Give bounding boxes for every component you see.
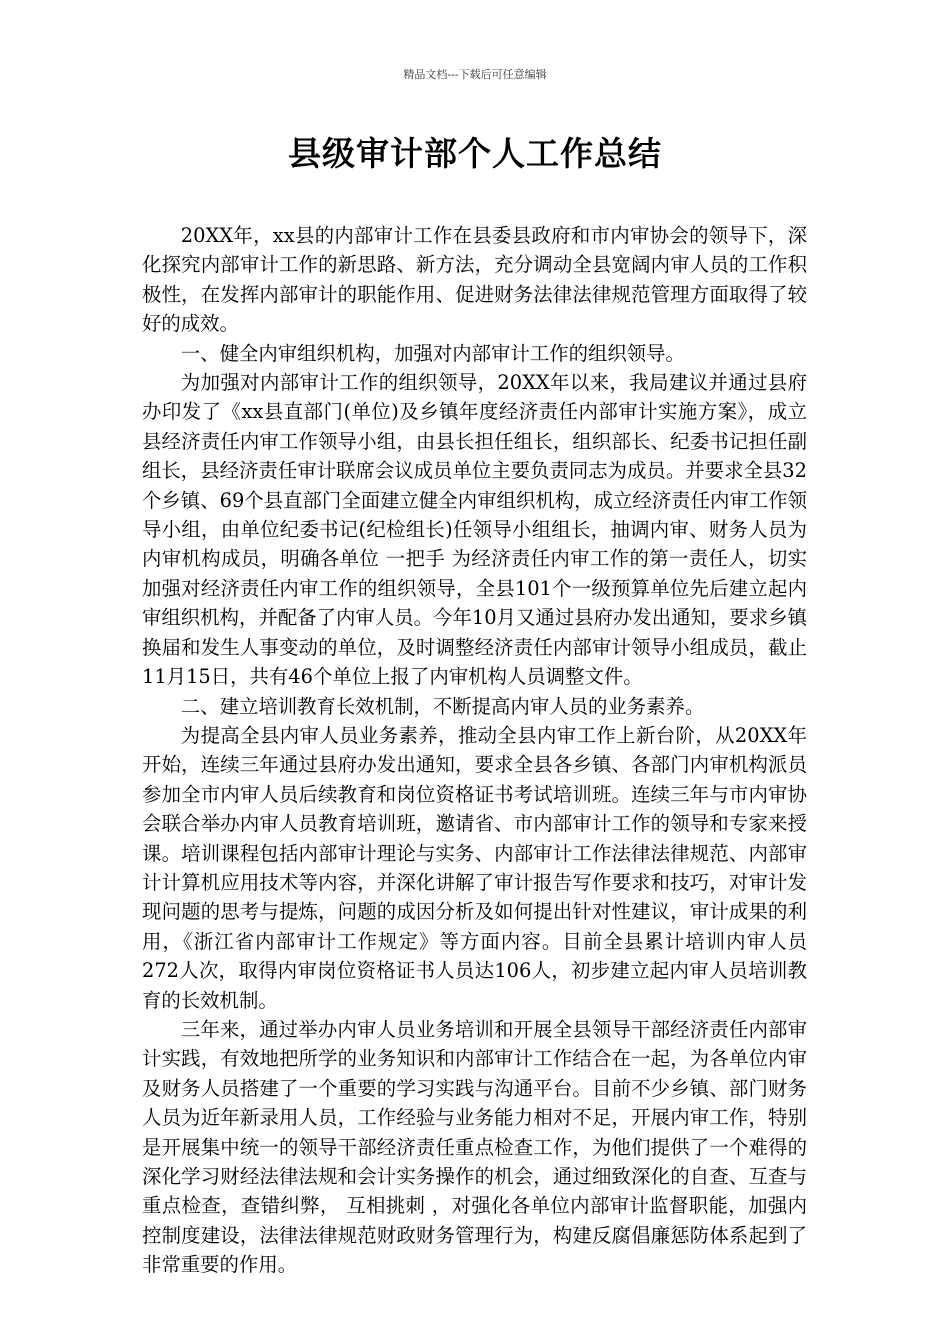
paragraph-section-2: 为提高全县内审人员业务素养，推动全县内审工作上新台阶，从20XX年开始，连续三年通过县府办发出通知，要求全县各乡镇、各部门内审机构派员参加全市内审人员后续教育和岗位资格证书考试培训班。连续三年与市内审协会联合举办内审人员教育培训班，邀请省、市内部审计工作的领导和专家来授课。培训课程包括内部审计理论与实务、内部审计工作法律法律规范、内部审计计算机应用技术等内容，并深化讲解了审计报告写作要求和技巧，对审计发现问题的思考与提炼，问题的成因分析及如何提出针对性建议，审计成果的利用，《浙江省内部审计工作规定》等方面内容。目前全县累计培训内审人员272人次，取得内审岗位资格证书人员达106人，初步建立起内审人员培训教育的长效机制。 — [142, 723, 807, 1012]
paragraph-section-1: 为加强对内部审计工作的组织领导，20XX年以来，我局建议并通过县府办印发了《xx县直部门(单位)及乡镇年度经济责任内部审计实施方案》，成立县经济责任内审工作领导小组，由县长担任组长，组织部长、纪委书记担任副组长，县经济责任审计联席会议成员单位主要负责同志为成员。并要求全县32个乡镇、69个县直部门全面建立健全内审组织机构，成立经济责任内审工作领导小组，由单位纪委书记(纪检组长)任领导小组组长，抽调内审、财务人员为内审机构成员，明确各单位 一把手 为经济责任内审工作的第一责任人，切实加强对经济责任内审工作的组织领导，全县101个一级预算单位先后建立起内审组织机构，并配备了内审人员。今年10月又通过县府办发出通知，要求乡镇换届和发生人事变动的单位，及时调整经济责任内部审计领导小组成员，截止11月15日，共有46个单位上报了内审机构人员调整文件。 — [142, 371, 807, 689]
section-heading-2: 二、建立培训教育长效机制，不断提高内审人员的业务素养。 — [180, 694, 705, 718]
paragraph-intro: 20XX年，xx县的内部审计工作在县委县政府和市内审协会的领导下，深化探究内部审计工作的新思路、新方法，充分调动全县宽阔内审人员的工作积极性，在发挥内部审计的职能作用、促进财务法律法律规范管理方面取得了较好的成效。 — [142, 224, 807, 336]
header-note: 精品文档---下载后可任意编辑 — [403, 68, 547, 81]
paragraph-section-2-cont: 三年来，通过举办内审人员业务培训和开展全县领导干部经济责任内部审计实践，有效地把所学的业务知识和内部审计工作结合在一起，为各单位内审及财务人员搭建了一个重要的学习实践与沟通平台。目前不少乡镇、部门财务人员为近年新录用人员，工作经验与业务能力相对不足，开展内审工作，特别是开展集中统一的领导干部经济责任重点检查工作，为他们提供了一个难得的深化学习财经法律法规和会计实务操作的机会，通过细致深化的自查、互查与重点检查，查错纠弊， 互相挑刺 ，对强化各单位内部审计监督职能，加强内控制度建设，法律法律规范财政财务管理行为，构建反腐倡廉惩防体系起到了非常重要的作用。 — [142, 1017, 807, 1277]
document-title: 县级审计部个人工作总结 — [288, 134, 662, 173]
section-heading-1: 一、健全内审组织机构，加强对内部审计工作的组织领导。 — [180, 341, 685, 365]
document-body — [142, 221, 807, 1280]
